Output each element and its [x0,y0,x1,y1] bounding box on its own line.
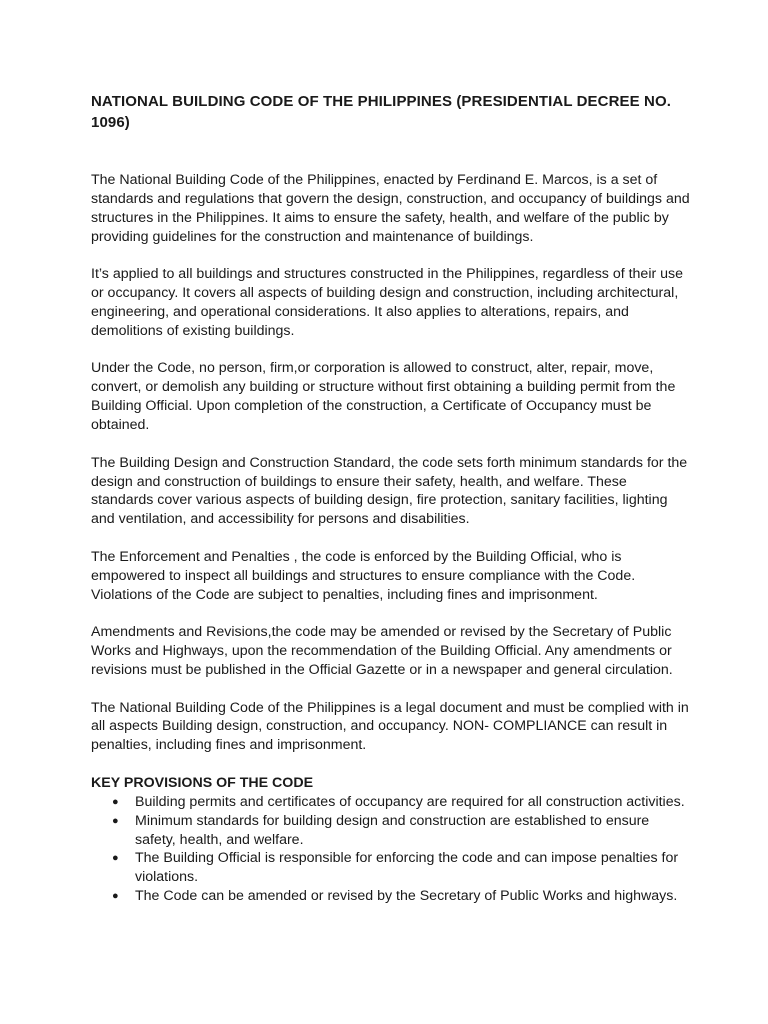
document-page [91,91,691,906]
list-item-text: The Code can be amended or revised by the Secretary of Public Works and highways. [135,888,678,905]
list-item-text: The Building Official is responsible for enforcing the code and can impose penalties for violations. [135,850,679,886]
paragraph-enforcement: The Enforcement and Penalties , the code is enforced by the Building Official, who is empowered to inspect all buildings and structures to ensure compliance with the Code. Violations of the Code are subject to penalties, including fines and imprisonment. [91,548,636,603]
list-item [91,812,691,850]
bullet-icon: ● [112,795,119,808]
list-item [91,887,691,906]
paragraph-design-standard: The Building Design and Construction Standard, the code sets forth minimum standards for the design and construction of buildings to ensure their safety, health, and welfare. These standards cover various aspects of building design, fire protection, sanitary facilities, lighting and ventilation, and accessibility for persons and disabilities. [91,454,688,528]
list-item [91,849,691,887]
document-title: NATIONAL BUILDING CODE OF THE PHILIPPINES (PRESIDENTIAL DECREE NO. 1096) [91,93,671,131]
paragraph-compliance: The National Building Code of the Philippines is a legal document and must be complied with in all aspects Building design, construction, and occupancy. NON- COMPLIANCE can result in penalties, including fines and imprisonment. [91,699,689,754]
bullet-icon: ● [112,814,119,827]
key-provisions-heading: KEY PROVISIONS OF THE CODE [91,774,314,791]
list-item [91,793,691,812]
paragraph-amendments: Amendments and Revisions,the code may be amended or revised by the Secretary of Public Works and Highways, upon the recommendation of the Building Official. Any amendments or revisions must be published in the Official Gazette or in a newspaper and general circulation. [91,624,673,678]
key-provisions-list [91,793,691,906]
paragraph-intro: The National Building Code of the Philippines, enacted by Ferdinand E. Marcos, is a set of standards and regulations that govern the design, construction, and occupancy of buildings and structures in the Philippines. It aims to ensure the safety, health, and welfare of the public by providing guidelines for the construction and maintenance of buildings. [91,172,690,245]
list-item-text: Building permits and certificates of occupancy are required for all construction activities. [135,793,685,810]
bullet-icon: ● [112,852,119,865]
paragraph-permits: Under the Code, no person, firm,or corporation is allowed to construct, alter, repair, move, convert, or demolish any building or structure without first obtaining a building permit from the Building Official. Upon completion of the construction, a Certificate of Occupancy must be obtained. [91,360,676,434]
list-item-text: Minimum standards for building design and construction are established to ensure safety, health, and welfare. [135,812,650,848]
paragraph-scope: It’s applied to all buildings and structures constructed in the Philippines, regardless of their use or occupancy. It covers all aspects of building design and construction, including architectural, engineering, and operational considerations. It also applies to alterations, repairs, and demolitions of existing buildings. [91,266,684,339]
bullet-icon: ● [112,890,119,903]
